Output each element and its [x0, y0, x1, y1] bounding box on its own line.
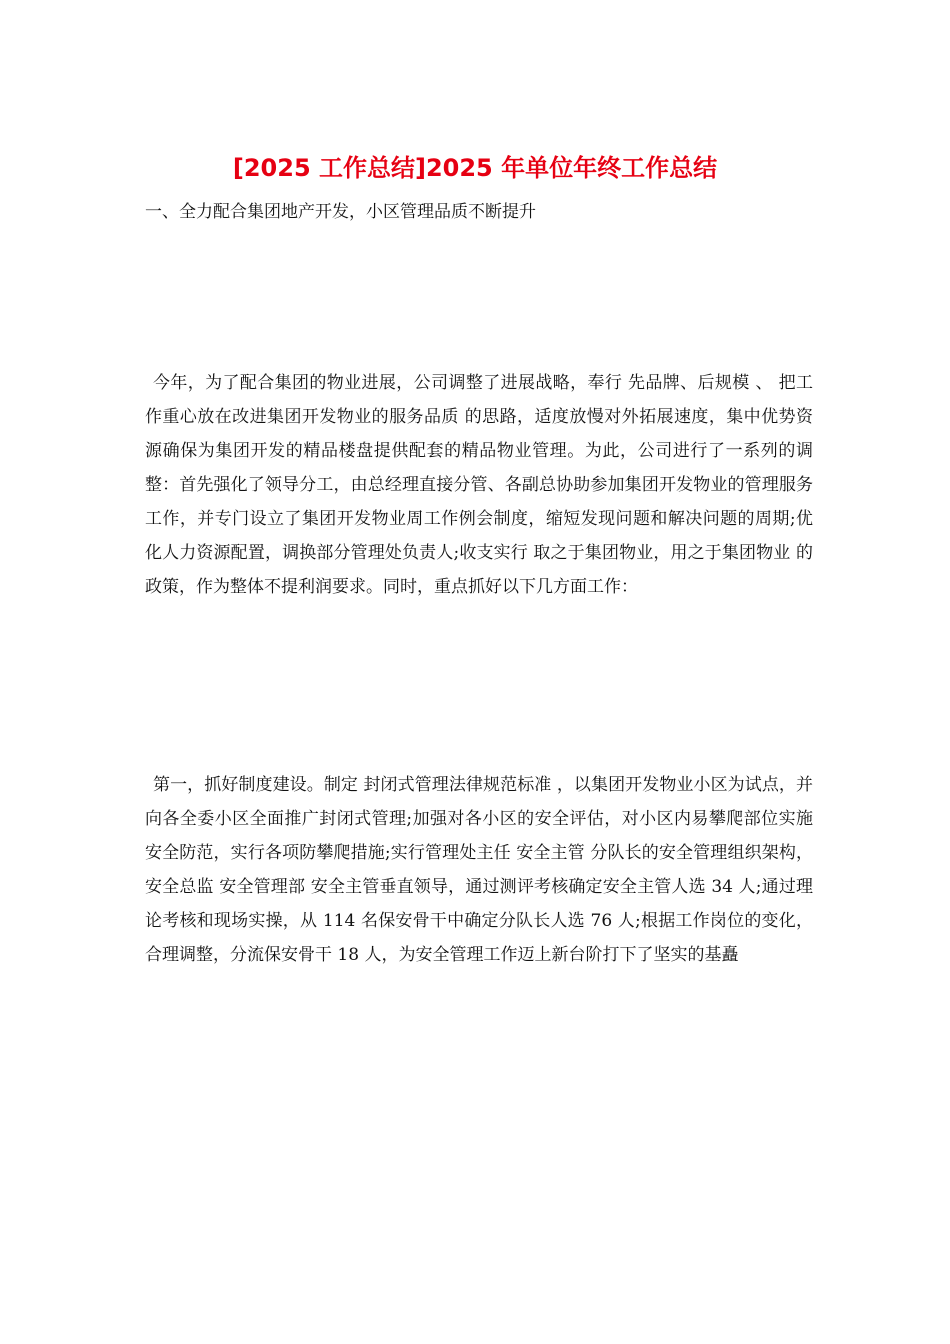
body-paragraph: 今年，为了配合集团的物业进展，公司调整了进展战略，奉行 先品牌、后规模 、 把工作重心放在改进集团开发物业的服务品质 的思路，适度放慢对外拓展速度，集中优势资源确保为集团开发的精品楼盘提供配套的精品物业管理。为此，公司进行了一系列的调整：首先强化了领导分工，由总经理直接分管、各副总协助参加集团开发物业的管理服务工作，并专门设立了集团开发物业周工作例会制度，缩短发现问题和解决问题的周期;优化人力资源配置，调换部分管理处负责人;收支实行 取之于集团物业，用之于集团物业 的政策，作为整体不提利润要求。同时，重点抓好以下几方面工作：: [145, 373, 813, 597]
document-title: [2025 工作总结]2025 年单位年终工作总结: [232, 154, 718, 182]
section-heading: 一、全力配合集团地产开发，小区管理品质不断提升: [145, 202, 536, 222]
body-paragraph: 第一，抓好制度建设。制定 封闭式管理法律规范标准 ，以集团开发物业小区为试点，并向各全委小区全面推广封闭式管理;加强对各小区的安全评估，对小区内易攀爬部位实施安全防范，实行各项防攀爬措施;实行管理处主任 安全主管 分队长的安全管理组织架构，安全总监 安全管理部 安全主管垂直领导，通过测评考核确定安全主管人选 34 人;通过理论考核和现场实操，从 114 名保安骨干中确定分队长人选 76 人;根据工作岗位的变化，合理调整，分流保安骨干 18 人，为安全管理工作迈上新台阶打下了坚实的基矗: [145, 775, 813, 965]
